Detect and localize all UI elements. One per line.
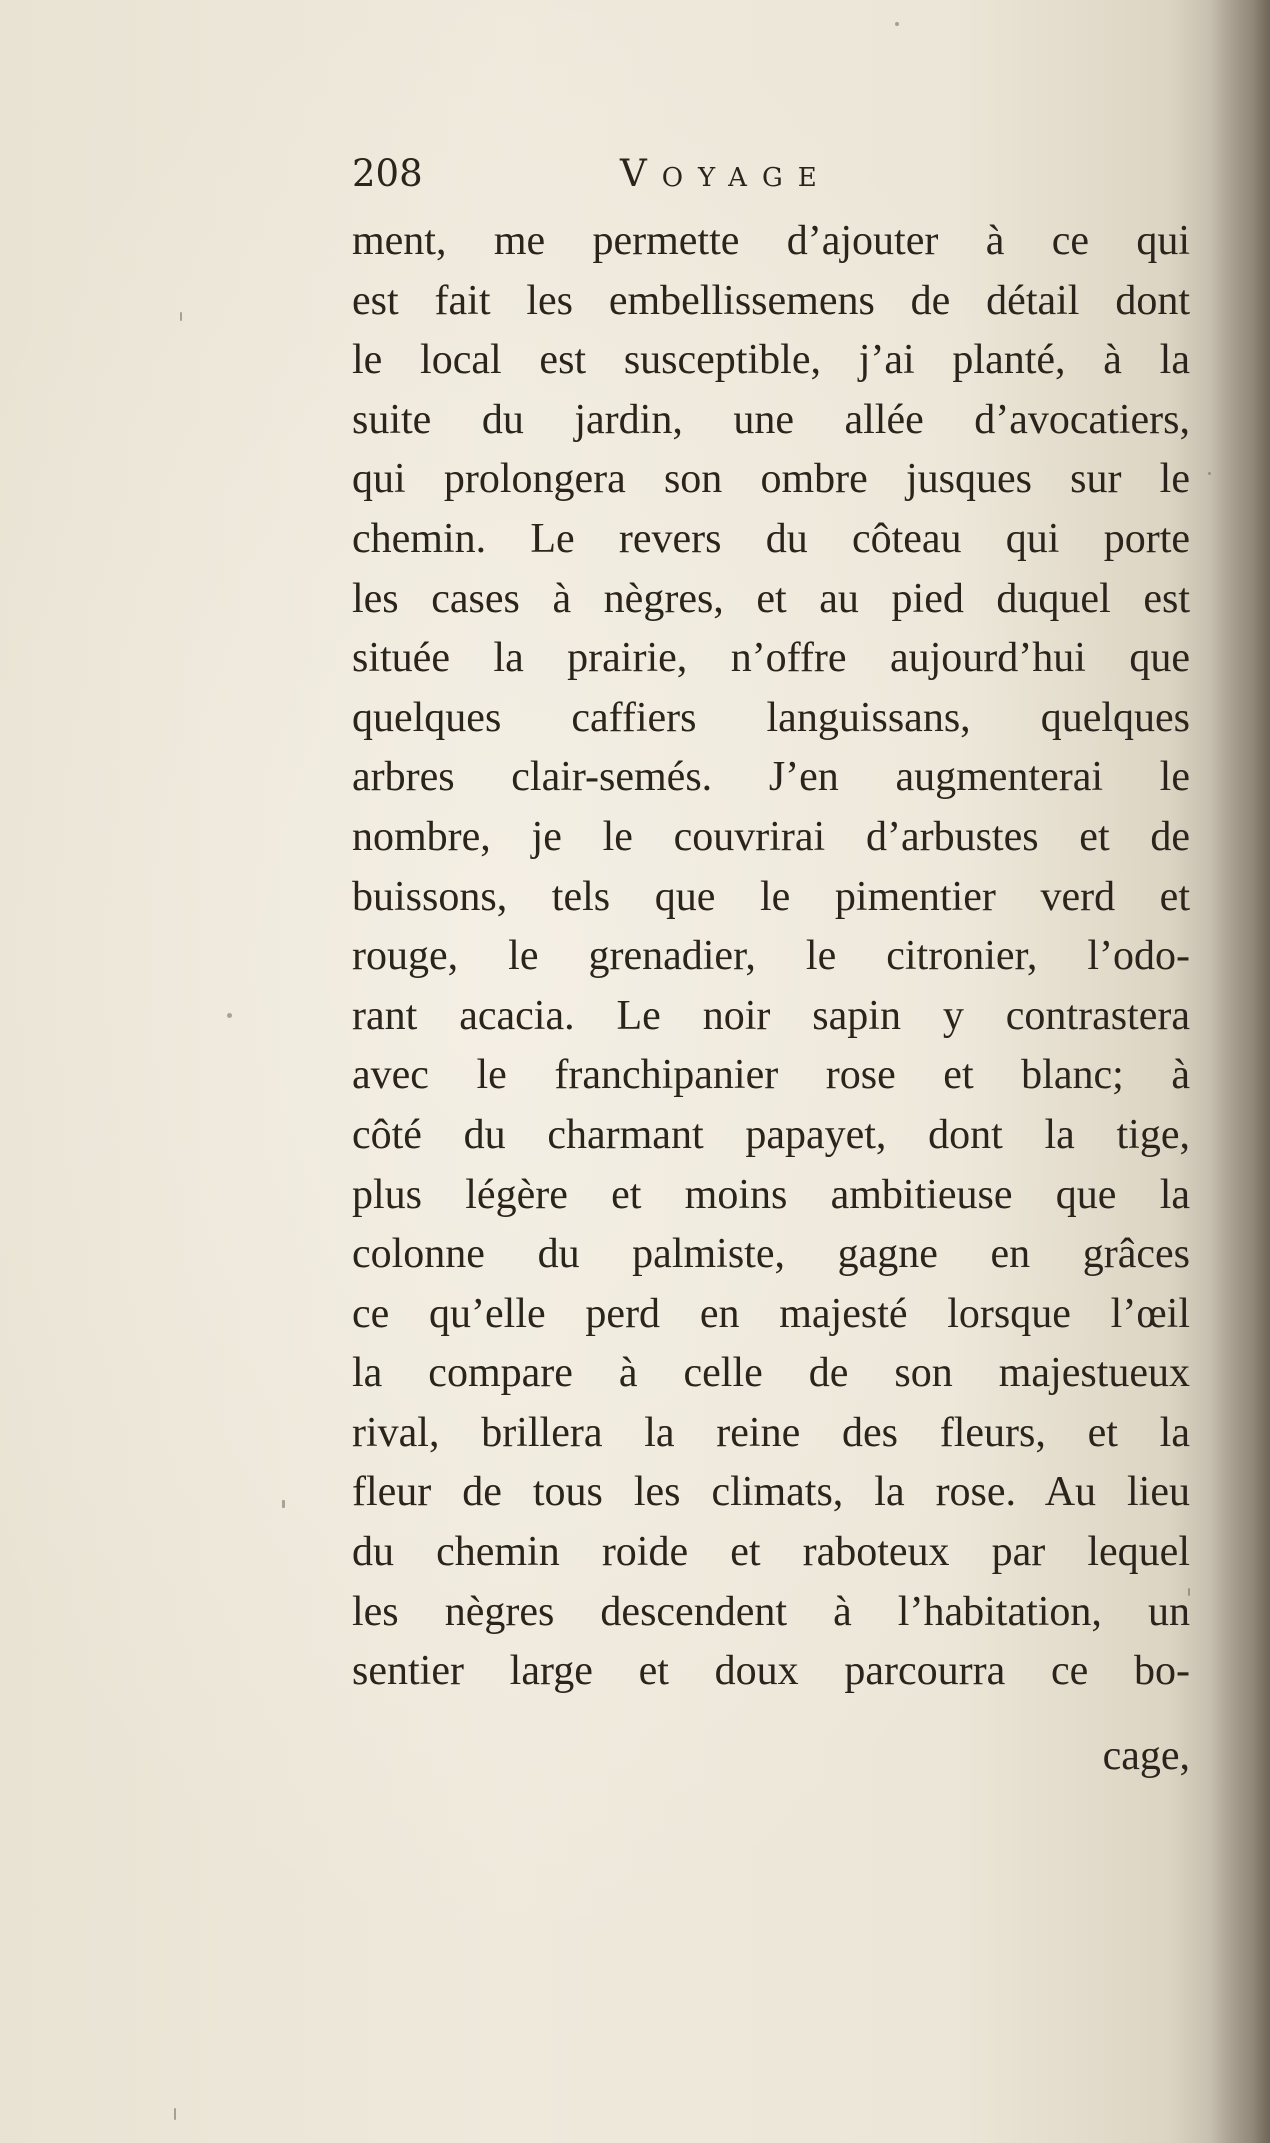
text-line: plus légère et moins ambitieuse que la [352, 1171, 1190, 1218]
text-line: ce qu’elle perd en majesté lorsque l’œil [352, 1290, 1190, 1337]
text-line: quelques caffiers languissans, quelques [352, 694, 1190, 741]
page-number: 208 [352, 152, 423, 195]
text-line: arbres clair-semés. J’en augmenterai le [352, 754, 1190, 801]
text-line: qui prolongera son ombre jusques sur le [352, 456, 1190, 503]
text-line: sentier large et doux parcourra ce bo- [352, 1648, 1190, 1695]
running-head: Voyage [620, 152, 832, 195]
text-line: le local est susceptible, j’ai planté, à la [352, 337, 1190, 384]
text-line: chemin. Le revers du côteau qui porte [352, 515, 1190, 562]
paper-speck [227, 1013, 232, 1018]
text-line: rant acacia. Le noir sapin y contrastera [352, 992, 1190, 1039]
text-line: nombre, je le couvrirai d’arbustes et de [352, 813, 1190, 860]
text-line: suite du jardin, une allée d’avocatiers, [352, 396, 1190, 443]
text-line: les nègres descendent à l’habitation, un [352, 1588, 1190, 1635]
catchword: cage, [1102, 1733, 1190, 1779]
body-text [352, 212, 1190, 1702]
text-line: rouge, le grenadier, le citronier, l’odo- [352, 933, 1190, 980]
text-line: avec le franchipanier rose et blanc; à [352, 1052, 1190, 1099]
paper-speck [1208, 472, 1211, 475]
text-line: ment, me permette d’ajouter à ce qui [352, 218, 1190, 264]
text-line: du chemin roide et raboteux par lequel [352, 1529, 1190, 1576]
page-header [352, 148, 1192, 200]
text-line: est fait les embellissemens de détail dont [352, 277, 1190, 324]
paper-speck [180, 312, 182, 321]
text-line: la compare à celle de son majestueux [352, 1350, 1190, 1397]
text-line: les cases à nègres, et au pied duquel est [352, 575, 1190, 622]
text-line: rival, brillera la reine des fleurs, et la [352, 1409, 1190, 1456]
paper-speck [174, 2108, 176, 2120]
text-line: buissons, tels que le pimentier verd et [352, 873, 1190, 920]
text-line: fleur de tous les climats, la rose. Au lieu [352, 1469, 1190, 1516]
text-line: colonne du palmiste, gagne en grâces [352, 1231, 1190, 1278]
text-line: située la prairie, n’offre aujourd’hui que [352, 635, 1190, 682]
binding-shadow [1210, 0, 1270, 2143]
paper-speck [282, 1500, 285, 1508]
paper-speck [895, 22, 899, 26]
text-line: côté du charmant papayet, dont la tige, [352, 1111, 1190, 1158]
